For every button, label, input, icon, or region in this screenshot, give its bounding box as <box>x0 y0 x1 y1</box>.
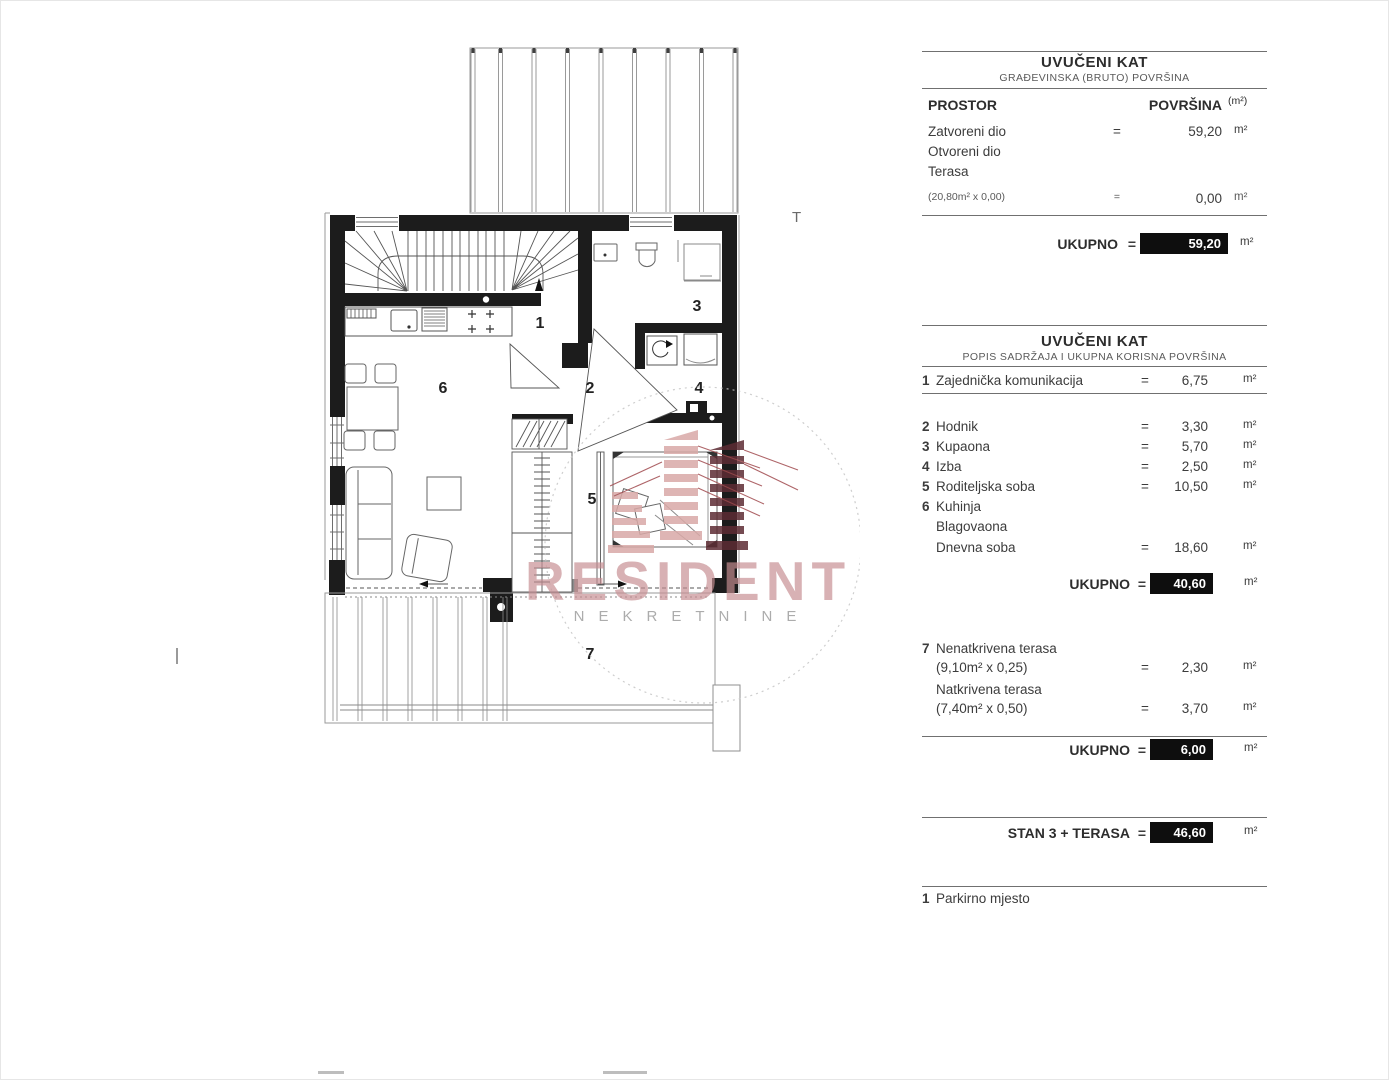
row-unit: m² <box>1243 373 1257 385</box>
total-value-box: 46,60 <box>1150 822 1213 843</box>
row-number: 1 <box>922 373 930 388</box>
chair <box>375 364 396 383</box>
row-label <box>922 682 1042 697</box>
watermark-subtitle: NEKRETNINE <box>573 608 811 625</box>
row-eq: = <box>1141 540 1149 555</box>
total-unit: m² <box>1244 742 1258 754</box>
page-bottom-mark <box>603 1071 647 1074</box>
row-value: 10,50 <box>1174 479 1208 494</box>
total-label: STAN 3 + TERASA <box>1007 825 1130 841</box>
row-unit: m² <box>1234 124 1248 136</box>
divider <box>922 215 1267 216</box>
row-value: 5,70 <box>1181 439 1208 454</box>
row-label <box>922 499 981 514</box>
row-label <box>922 641 1057 656</box>
room-label-6: 6 <box>438 380 448 397</box>
bathroom-fixtures <box>594 240 721 281</box>
total-label: UKUPNO <box>1069 742 1130 758</box>
total-label: UKUPNO <box>1069 576 1130 592</box>
dining-set <box>344 364 398 450</box>
row-text: Parkirno mjesto <box>936 891 1030 906</box>
room-label-7: 7 <box>585 646 595 663</box>
armchair <box>401 533 454 582</box>
row-value: 3,70 <box>1181 701 1208 716</box>
row-text: Kupaona <box>936 439 991 454</box>
row-label: Terasa <box>928 164 969 179</box>
pier-column-dot <box>497 603 505 611</box>
bathroom-sink <box>594 244 617 261</box>
room-label-1: 1 <box>535 315 545 332</box>
divider <box>922 393 1267 394</box>
kitchen-dishrack <box>422 308 447 331</box>
row-unit: m² <box>1243 701 1257 713</box>
row-label <box>922 459 962 474</box>
row-text: Dnevna soba <box>936 540 1016 555</box>
row-label: Zatvoreni dio <box>928 124 1007 139</box>
row-unit: m² <box>1234 191 1248 203</box>
chair <box>344 431 365 450</box>
kitchen-sink <box>391 310 417 331</box>
terrace-column <box>713 685 740 751</box>
row-eq: = <box>1113 124 1121 139</box>
row-label <box>922 439 990 454</box>
total-value-box: 59,20 <box>1140 233 1228 254</box>
row-number: 1 <box>922 891 930 906</box>
korisna-subtitle: POPIS SADRŽAJA I UKUPNA KORISNA POVRŠINA <box>962 351 1227 363</box>
row-value: 2,50 <box>1181 459 1208 474</box>
row-unit: m² <box>1243 419 1257 431</box>
row-text: Blagovaona <box>936 519 1008 534</box>
total-value-box: 6,00 <box>1150 739 1213 760</box>
total-eq: = <box>1127 236 1137 252</box>
total-eq: = <box>1137 825 1147 841</box>
row-unit: m² <box>1243 479 1257 491</box>
door-swing <box>510 344 559 388</box>
shower-area <box>678 240 721 281</box>
utility-fixtures <box>647 334 717 365</box>
row-text: Roditeljska soba <box>936 479 1036 494</box>
row-value: 0,00 <box>1195 191 1222 206</box>
row-label: Otvoreni dio <box>928 144 1001 159</box>
bruto-subtitle: GRAĐEVINSKA (BRUTO) POVRŠINA <box>999 72 1190 84</box>
col-unit: (m²) <box>1228 95 1248 107</box>
total-value-box: 40,60 <box>1150 573 1213 594</box>
row-eq: = <box>1141 419 1149 434</box>
row-number: 6 <box>922 499 930 514</box>
row-text: (9,10m² x 0,25) <box>936 660 1028 675</box>
dining-table <box>347 387 398 430</box>
divider <box>922 366 1267 367</box>
staircase <box>345 231 578 291</box>
row-eq: = <box>1141 660 1149 675</box>
row-eq: = <box>1141 459 1149 474</box>
row-text: Hodnik <box>936 419 979 434</box>
row-label <box>922 373 1083 388</box>
total-eq: = <box>1137 576 1147 592</box>
chair <box>345 364 366 383</box>
room-label-3: 3 <box>692 298 702 315</box>
toilet <box>636 243 657 267</box>
row-number: 7 <box>922 641 930 656</box>
divider <box>922 736 1267 737</box>
area-tables-panel <box>922 40 1267 920</box>
row-eq: = <box>1141 479 1149 494</box>
sofa <box>346 467 392 579</box>
row-value: 18,60 <box>1174 540 1208 555</box>
col-povrsina: POVRŠINA <box>1148 97 1222 113</box>
chair <box>374 431 395 450</box>
row-eq: = <box>1113 191 1121 203</box>
room-label-4: 4 <box>694 380 704 397</box>
row-label <box>922 419 978 434</box>
washing-machine <box>647 336 677 365</box>
total-unit: m² <box>1244 825 1258 837</box>
row-text: Izba <box>936 459 962 474</box>
row-value: 6,75 <box>1181 373 1208 388</box>
row-text: Nenatkrivena terasa <box>936 641 1057 656</box>
row-text: Kuhinja <box>936 499 982 514</box>
row-number: 3 <box>922 439 930 454</box>
wall-column-dot <box>483 296 489 302</box>
row-number: 4 <box>922 459 930 474</box>
total-unit: m² <box>1240 236 1254 248</box>
total-unit: m² <box>1244 576 1258 588</box>
kitchen-counter <box>345 307 512 336</box>
t-mark: T <box>792 209 802 226</box>
wall-white-inset <box>690 404 698 412</box>
divider <box>922 886 1267 887</box>
bruto-title: UVUČENI KAT <box>1041 54 1148 71</box>
coffee-table <box>427 477 461 510</box>
divider <box>922 88 1267 89</box>
row-unit: m² <box>1243 660 1257 672</box>
row-eq: = <box>1141 701 1149 716</box>
col-prostor: PROSTOR <box>928 97 997 113</box>
korisna-title: UVUČENI KAT <box>1041 333 1148 350</box>
divider <box>922 325 1267 326</box>
row-label: (20,80m² x 0,00) <box>928 191 1006 203</box>
row-number: 5 <box>922 479 930 494</box>
left-tick-mark <box>176 648 178 664</box>
row-label <box>922 479 1035 494</box>
watermark-brand: RESIDENT <box>524 550 852 612</box>
row-unit: m² <box>1243 459 1257 471</box>
row-label <box>922 701 1028 716</box>
row-text: Zajednička komunikacija <box>936 373 1084 388</box>
total-label: UKUPNO <box>1057 236 1118 252</box>
wardrobe <box>512 419 567 449</box>
wall-white-dot <box>710 416 715 421</box>
row-label <box>922 891 1030 906</box>
row-value: 3,30 <box>1181 419 1208 434</box>
divider <box>922 817 1267 818</box>
row-label <box>922 540 1016 555</box>
row-label <box>922 519 1007 534</box>
total-eq: = <box>1137 742 1147 758</box>
row-value: 59,20 <box>1188 124 1222 139</box>
divider <box>922 51 1267 52</box>
row-unit: m² <box>1243 439 1257 451</box>
row-eq: = <box>1141 439 1149 454</box>
row-label <box>922 660 1028 675</box>
room-label-2: 2 <box>585 380 595 397</box>
stair-direction-arrow <box>535 278 543 291</box>
row-value: 2,30 <box>1181 660 1208 675</box>
row-eq: = <box>1141 373 1149 388</box>
roof-hatch <box>470 48 738 213</box>
row-text: (7,40m² x 0,50) <box>936 701 1028 716</box>
row-number: 2 <box>922 419 930 434</box>
row-text: Natkrivena terasa <box>936 682 1042 697</box>
row-unit: m² <box>1243 540 1257 552</box>
page-bottom-mark <box>318 1071 344 1074</box>
room-label-5: 5 <box>587 491 597 508</box>
